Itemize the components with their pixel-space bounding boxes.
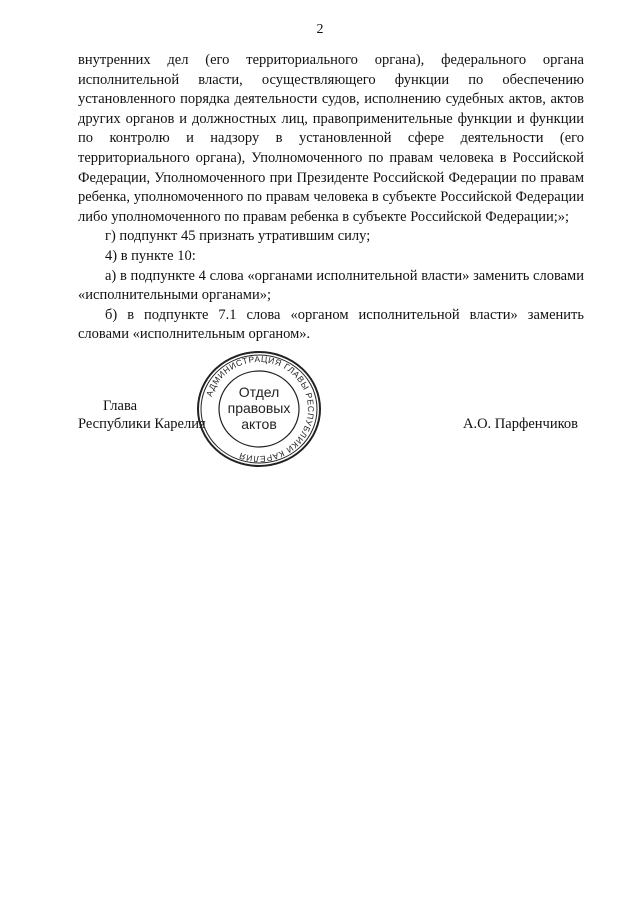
stamp-line-1: Отдел: [238, 384, 280, 400]
signature-name: А.О. Парфенчиков: [462, 416, 578, 432]
paragraph-item-a: а) в подпункте 4 слова «органами исполнительной власти» заменить словами «исполнительными органами»;: [78, 267, 584, 304]
stamp-ring-text: АДМИНИСТРАЦИЯ ГЛАВЫ РЕСПУБЛИКИ КАРЕЛИЯ: [203, 353, 317, 465]
stamp-line-2: правовых: [227, 400, 291, 416]
stamp-seal-graphic: [195, 350, 323, 468]
document-body: [78, 51, 584, 345]
official-stamp: [195, 350, 323, 468]
stamp-line-3: актов: [241, 416, 277, 432]
paragraph-item-4: 4) в пункте 10:: [105, 247, 196, 264]
paragraph-item-g: г) подпункт 45 признать утратившим силу;: [105, 228, 371, 245]
paragraph-continuation: внутренних дел (его территориального органа), федерального органа исполнительной власти, осуществляющего функции по обеспечению установленного порядка деятельности судов, исполнению судебных актов, актов других органов и должностных лиц, правоприменительные функции и функции по контролю и надзору в установленной сфере деятельности (его территориального органа), Уполномоченного по правам человека в Российской Федерации, Уполномоченного при Президенте Российской Федерации по правам ребенка, уполномоченного по правам человека в субъекте Российской Федерации либо уполномоченного по правам ребенка в субъекте Российской Федерации;»;: [78, 52, 584, 225]
signature-title: Глава: [103, 398, 138, 414]
paragraph-item-b: б) в подпункте 7.1 слова «органом исполнительной власти» заменить словами «исполнительным органом».: [78, 306, 584, 343]
signature-region: Республики Карелия: [78, 416, 206, 432]
page-number: 2: [316, 22, 324, 37]
